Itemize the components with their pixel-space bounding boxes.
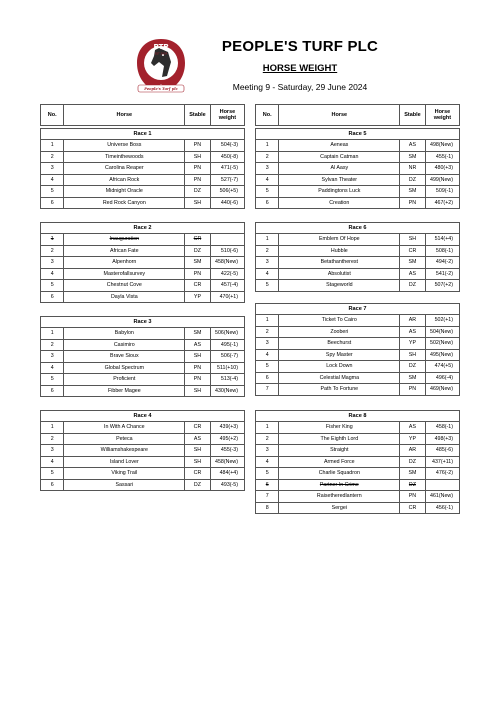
horse-weight: 474(+5): [425, 361, 459, 373]
runner-row: [41, 468, 245, 480]
race-5-table: [255, 128, 460, 209]
runner-number: 6: [41, 197, 64, 209]
runner-number: 5: [256, 361, 279, 373]
horse-weight: 498(New): [425, 140, 459, 152]
runner-row: [41, 374, 245, 386]
horse-weight: 502(+1): [425, 315, 459, 327]
runner-row: [41, 257, 245, 269]
horse-weight: 499(New): [425, 174, 459, 186]
runner-row: [256, 151, 460, 163]
race-title: Race 7: [256, 304, 460, 315]
stable-code: DZ: [185, 479, 211, 491]
runner-row: [256, 268, 460, 280]
stable-code: YP: [400, 338, 426, 350]
runner-row: [256, 361, 460, 373]
horse-weight: 507(+2): [425, 280, 459, 292]
horse-weight: 471(-5): [210, 163, 244, 175]
horse-name: Spy Master: [279, 349, 400, 361]
horse-name: Proficient: [64, 374, 185, 386]
horse-weight: 469(New): [425, 384, 459, 396]
horse-name: Creation: [279, 197, 400, 209]
horse-name: Hubble: [279, 245, 400, 257]
stable-code: PN: [400, 384, 426, 396]
runner-row: [41, 433, 245, 445]
runner-number: 6: [256, 197, 279, 209]
col-stable: Stable: [400, 105, 426, 126]
horse-name: Sergei: [279, 502, 400, 514]
horse-weight: 440(-6): [210, 197, 244, 209]
horse-weight: 510(-6): [210, 245, 244, 257]
runner-number: 2: [41, 339, 64, 351]
col-weight: Horse weight: [210, 105, 244, 126]
horse-weight: [210, 234, 244, 246]
horse-name: Beechurst: [279, 338, 400, 350]
horse-weight: 455(-1): [425, 151, 459, 163]
race-title: Race 4: [41, 411, 245, 422]
race-4-table: [40, 410, 245, 491]
horse-name: Al Aasy: [279, 163, 400, 175]
horse-name: Chestnut Cove: [64, 280, 185, 292]
horse-name: Alpenhorn: [64, 257, 185, 269]
stable-code: AS: [400, 422, 426, 434]
runner-number: 1: [256, 234, 279, 246]
stable-code: SH: [400, 234, 426, 246]
runner-number: 3: [41, 257, 64, 269]
horse-name: Casimiro: [64, 339, 185, 351]
horse-weight: 437(+11): [425, 456, 459, 468]
runner-number: 4: [41, 456, 64, 468]
horse-weight: 470(+1): [210, 291, 244, 303]
horse-name: In With A Chance: [64, 422, 185, 434]
runner-row: [41, 174, 245, 186]
horse-weight: 450(-8): [210, 151, 244, 163]
col-weight: Horse weight: [425, 105, 459, 126]
runner-number: 4: [256, 456, 279, 468]
race-8-table: [255, 410, 460, 514]
horse-weight: 506(-7): [210, 351, 244, 363]
race-title: Race 2: [41, 223, 245, 234]
stable-code: SH: [185, 351, 211, 363]
horse-weight: 458(-1): [425, 422, 459, 434]
horse-name: Lock Down: [279, 361, 400, 373]
stable-code: DZ: [185, 186, 211, 198]
horse-name: Global Spectrum: [64, 362, 185, 374]
runner-row: [256, 174, 460, 186]
horse-weight: 439(+3): [210, 422, 244, 434]
runner-number: 6: [256, 479, 279, 491]
stable-code: SM: [185, 257, 211, 269]
runner-row: [256, 468, 460, 480]
horse-name: Stageworld: [279, 280, 400, 292]
runner-number: 5: [41, 280, 64, 292]
horse-name: Dayla Vista: [64, 291, 185, 303]
column-header-left: [40, 104, 245, 126]
horse-name: Fisher King: [279, 422, 400, 434]
runner-row: [41, 234, 245, 246]
stable-code: CR: [185, 468, 211, 480]
runner-number: 4: [41, 268, 64, 280]
horse-name: The Eighth Lord: [279, 433, 400, 445]
runner-number: 3: [256, 445, 279, 457]
horse-weight: 457(-4): [210, 280, 244, 292]
stable-code: PN: [400, 197, 426, 209]
horse-name: Zooberi: [279, 326, 400, 338]
horse-name: Raisetheredlantern: [279, 491, 400, 503]
stable-code: SM: [400, 468, 426, 480]
stable-code: SH: [400, 349, 426, 361]
horse-name: Williamshakespeare: [64, 445, 185, 457]
horse-name: Sassari: [64, 479, 185, 491]
stable-code: AS: [185, 433, 211, 445]
horse-weight: 506(+5): [210, 186, 244, 198]
runner-row: [256, 280, 460, 292]
logo-est: EST 2024: [154, 52, 168, 56]
runner-row: [256, 257, 460, 269]
horse-weight: 456(-1): [425, 502, 459, 514]
runner-row: [41, 151, 245, 163]
race-7-table: [255, 303, 460, 396]
runner-number: 6: [41, 385, 64, 397]
stable-code: PN: [185, 140, 211, 152]
horse-weight: 458(New): [210, 456, 244, 468]
runner-number: 1: [256, 422, 279, 434]
runner-number: 5: [41, 374, 64, 386]
horse-name: Ticket To Cairo: [279, 315, 400, 327]
horse-name: Betathantherest: [279, 257, 400, 269]
horse-weight: 508(-1): [425, 245, 459, 257]
horse-weight: 495(+2): [210, 433, 244, 445]
logo-tagline: People's Turf plc: [144, 87, 178, 91]
horse-weight: 504(-3): [210, 140, 244, 152]
stable-code: SM: [400, 257, 426, 269]
runner-row: [41, 445, 245, 457]
horse-weight: [425, 479, 459, 491]
horse-weight: 527(-7): [210, 174, 244, 186]
runner-row: [41, 422, 245, 434]
race-3-table: [40, 316, 245, 397]
horse-weight: 422(-5): [210, 268, 244, 280]
stable-code: CR: [185, 280, 211, 292]
race-title: Race 5: [256, 129, 460, 140]
runner-number: 4: [256, 174, 279, 186]
runner-row: [256, 502, 460, 514]
horse-weight: 511(+10): [210, 362, 244, 374]
runner-row: [256, 445, 460, 457]
horse-weight: 484(+4): [210, 468, 244, 480]
horse-weight: 485(-6): [425, 445, 459, 457]
runner-number: 3: [256, 163, 279, 175]
horse-name: Path To Fortune: [279, 384, 400, 396]
stable-code: PN: [185, 163, 211, 175]
runner-row: [41, 186, 245, 198]
runner-number: 5: [256, 186, 279, 198]
runner-number: 5: [256, 280, 279, 292]
horse-name: Charlie Squadron: [279, 468, 400, 480]
runner-number: 3: [41, 351, 64, 363]
runner-number: 8: [256, 502, 279, 514]
runner-row: [41, 479, 245, 491]
stable-code: SM: [400, 151, 426, 163]
stable-code: AS: [400, 140, 426, 152]
column-header-right: [255, 104, 460, 126]
runner-row: [256, 433, 460, 445]
runner-number: 2: [256, 433, 279, 445]
stable-code: AS: [185, 339, 211, 351]
runner-number: 6: [41, 291, 64, 303]
horse-weight: 498(+3): [425, 433, 459, 445]
runner-number: 1: [41, 234, 64, 246]
race-title: Race 6: [256, 223, 460, 234]
stable-code: DZ: [400, 280, 426, 292]
stable-code: PN: [400, 491, 426, 503]
stable-code: YP: [400, 433, 426, 445]
race-2-table: [40, 222, 245, 303]
horse-weight: 494(-2): [425, 257, 459, 269]
horse-weight: 495(-1): [210, 339, 244, 351]
runner-row: [41, 280, 245, 292]
stable-code: DZ: [400, 479, 426, 491]
horse-weight: 458(New): [210, 257, 244, 269]
runner-row: [41, 351, 245, 363]
stable-code: AS: [400, 326, 426, 338]
runner-number: 2: [41, 245, 64, 257]
stable-code: PN: [185, 374, 211, 386]
col-stable: Stable: [185, 105, 211, 126]
horse-weight: 514(+4): [425, 234, 459, 246]
race-title: Race 3: [41, 317, 245, 328]
stable-code: SM: [400, 372, 426, 384]
runner-row: [256, 315, 460, 327]
horse-weight: 467(+2): [425, 197, 459, 209]
horse-name: Brave Sioux: [64, 351, 185, 363]
runner-row: [41, 328, 245, 340]
runner-row: [256, 234, 460, 246]
runner-row: [256, 456, 460, 468]
stable-code: SM: [185, 328, 211, 340]
runner-row: [41, 291, 245, 303]
runner-number: 5: [41, 468, 64, 480]
runner-number: 1: [41, 328, 64, 340]
horse-weight: 509(-1): [425, 186, 459, 198]
runner-number: 4: [41, 174, 64, 186]
stable-code: SH: [185, 385, 211, 397]
runner-row: [256, 491, 460, 503]
runner-row: [41, 245, 245, 257]
runner-number: 4: [256, 268, 279, 280]
meeting-info: Meeting 9 - Saturday, 29 June 2024: [232, 82, 368, 92]
horse-weight: 430(New): [210, 385, 244, 397]
runner-row: [41, 456, 245, 468]
horse-name: Inauguration: [64, 234, 185, 246]
horse-name: Emblem Of Hope: [279, 234, 400, 246]
horse-weight: 513(-4): [210, 374, 244, 386]
runner-number: 6: [41, 479, 64, 491]
stable-code: SH: [185, 197, 211, 209]
page-header: [0, 0, 499, 100]
runner-number: 1: [256, 140, 279, 152]
runner-row: [256, 326, 460, 338]
runner-row: [256, 349, 460, 361]
runner-row: [41, 268, 245, 280]
runner-number: 5: [41, 186, 64, 198]
horse-weight: 502(New): [425, 338, 459, 350]
runner-row: [256, 384, 460, 396]
stable-code: SM: [400, 186, 426, 198]
horse-name: Midnight Oracle: [64, 186, 185, 198]
horse-name: Carolina Reaper: [64, 163, 185, 175]
runner-number: 2: [41, 151, 64, 163]
runner-number: 3: [41, 445, 64, 457]
horse-name: Absolutist: [279, 268, 400, 280]
stable-code: PN: [185, 174, 211, 186]
logo-text: PTP: [153, 43, 169, 51]
horse-weight: 461(New): [425, 491, 459, 503]
stable-code: SH: [185, 151, 211, 163]
runner-number: 6: [256, 372, 279, 384]
horse-name: Babylon: [64, 328, 185, 340]
stable-code: SH: [185, 445, 211, 457]
horse-weight: 506(New): [210, 328, 244, 340]
runner-row: [256, 479, 460, 491]
runner-row: [41, 140, 245, 152]
runner-row: [41, 197, 245, 209]
horse-name: Armed Force: [279, 456, 400, 468]
horse-name: Partner In Crime: [279, 479, 400, 491]
horse-weight: 541(-2): [425, 268, 459, 280]
runner-number: 2: [256, 326, 279, 338]
stable-code: PN: [185, 268, 211, 280]
runner-row: [256, 186, 460, 198]
runner-row: [256, 372, 460, 384]
stable-code: DZ: [400, 456, 426, 468]
horse-name: Viking Trail: [64, 468, 185, 480]
race-title: Race 8: [256, 411, 460, 422]
runner-number: 3: [256, 257, 279, 269]
stable-code: CR: [185, 234, 211, 246]
stable-code: DZ: [185, 245, 211, 257]
runner-row: [41, 362, 245, 374]
stable-code: SH: [185, 456, 211, 468]
stable-code: DZ: [400, 361, 426, 373]
col-no: No.: [41, 105, 64, 126]
runner-row: [41, 163, 245, 175]
runner-number: 4: [256, 349, 279, 361]
stable-code: NR: [400, 163, 426, 175]
horse-weight: 504(New): [425, 326, 459, 338]
runner-number: 1: [41, 422, 64, 434]
runner-row: [256, 163, 460, 175]
runner-number: 7: [256, 491, 279, 503]
horse-weight: 455(-3): [210, 445, 244, 457]
horse-weight: 480(+3): [425, 163, 459, 175]
horse-name: Timeinthewoods: [64, 151, 185, 163]
stable-code: DZ: [400, 174, 426, 186]
runner-number: 3: [256, 338, 279, 350]
runner-row: [256, 245, 460, 257]
horse-name: Masterofallsurvey: [64, 268, 185, 280]
runner-number: 1: [41, 140, 64, 152]
stable-code: CR: [185, 422, 211, 434]
col-horse: Horse: [279, 105, 400, 126]
col-no: No.: [256, 105, 279, 126]
stable-code: PN: [185, 362, 211, 374]
race-6-table: [255, 222, 460, 292]
stable-code: CR: [400, 245, 426, 257]
runner-row: [256, 197, 460, 209]
runner-row: [256, 140, 460, 152]
horse-weight: 495(New): [425, 349, 459, 361]
runner-number: 5: [256, 468, 279, 480]
horse-name: Aeneas: [279, 140, 400, 152]
runner-number: 2: [41, 433, 64, 445]
runner-row: [256, 338, 460, 350]
runner-number: 3: [41, 163, 64, 175]
horse-name: Red Rock Canyon: [64, 197, 185, 209]
horse-name: African Rock: [64, 174, 185, 186]
horse-name: Straight: [279, 445, 400, 457]
runner-number: 1: [256, 315, 279, 327]
runner-row: [256, 422, 460, 434]
horse-name: Paddingtons Luck: [279, 186, 400, 198]
company-name: PEOPLE'S TURF PLC: [221, 38, 379, 55]
stable-code: AS: [400, 268, 426, 280]
race-title: Race 1: [41, 129, 245, 140]
horse-name: Island Lover: [64, 456, 185, 468]
horse-weight: 496(-4): [425, 372, 459, 384]
horse-name: Captain Catman: [279, 151, 400, 163]
race-1-table: [40, 128, 245, 209]
horse-weight: 493(-5): [210, 479, 244, 491]
runner-row: [41, 385, 245, 397]
horse-name: Sylvan Theater: [279, 174, 400, 186]
runner-number: 2: [256, 151, 279, 163]
stable-code: AR: [400, 315, 426, 327]
runner-number: 2: [256, 245, 279, 257]
horse-name: Universe Boss: [64, 140, 185, 152]
col-horse: Horse: [64, 105, 185, 126]
runner-row: [41, 339, 245, 351]
stable-code: YP: [185, 291, 211, 303]
stable-code: CR: [400, 502, 426, 514]
horse-name: Celestial Magma: [279, 372, 400, 384]
runner-number: 7: [256, 384, 279, 396]
horse-name: Peteca: [64, 433, 185, 445]
horse-weight: 476(-2): [425, 468, 459, 480]
runner-number: 4: [41, 362, 64, 374]
page-subtitle: HORSE WEIGHT: [262, 63, 338, 74]
stable-code: AR: [400, 445, 426, 457]
horse-name: Fibber Magee: [64, 385, 185, 397]
horse-logo: [132, 36, 190, 94]
horse-name: African Fate: [64, 245, 185, 257]
